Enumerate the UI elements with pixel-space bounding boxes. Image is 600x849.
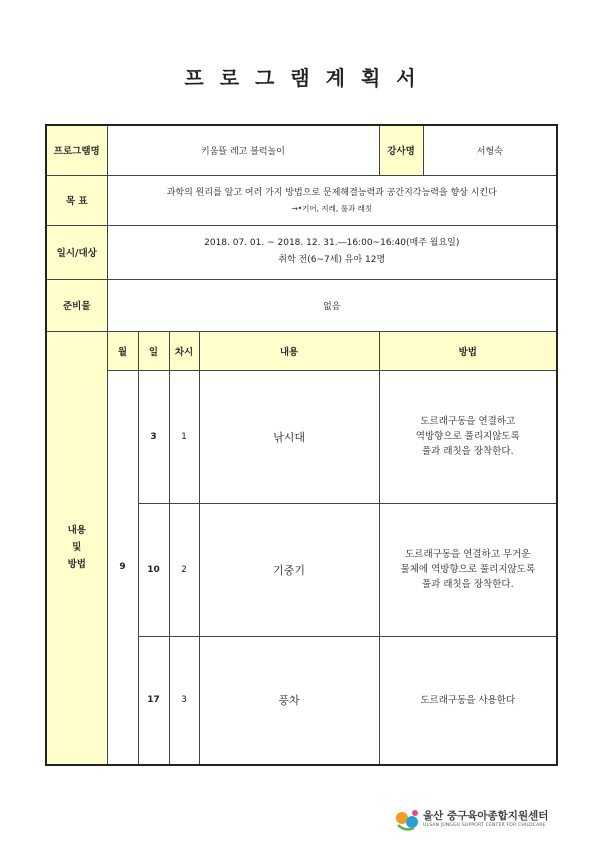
day-cell: 3: [138, 370, 169, 503]
target-line: 취학 전(6~7세) 유아 12명: [278, 255, 386, 265]
section-label-line: 및: [72, 542, 82, 554]
content-method-label: [46, 331, 107, 765]
section-label-line: 내용: [67, 525, 86, 537]
org-name: 울산 중구육아종합지원센터: [423, 810, 549, 822]
method-line: 풀과 래칫을 장착한다.: [421, 579, 514, 590]
method-line: 도르래구동을 사용한다: [420, 694, 516, 706]
org-subtitle: ULSAN JUNGGU SUPPORT CENTER FOR CHILDCARE: [423, 823, 546, 828]
supplies-label: 준비물: [46, 279, 107, 331]
method-header: 방법: [379, 331, 557, 370]
method-line: 도르래구동을 연결하고 무거운: [405, 549, 531, 560]
day-cell: 10: [138, 503, 169, 636]
day-header: 일: [138, 331, 169, 370]
method-line: 도르래구동을 연결하고: [420, 416, 516, 427]
session-header: 차시: [169, 331, 199, 370]
day-cell: 17: [138, 636, 169, 765]
document-title: 프로그램계획서: [184, 66, 432, 90]
date-line: 2018. 07. 01. ~ 2018. 12. 31.―16:00~16:40(매주 월요일): [204, 238, 460, 248]
session-cell: 2: [169, 503, 199, 636]
method-cell: [379, 503, 557, 636]
center-logo-icon: [395, 808, 421, 832]
method-line: 역방향으로 풀리지않도록: [415, 431, 520, 442]
content-cell: 기중기: [199, 503, 379, 636]
goal-value: [107, 175, 557, 225]
method-line: 물체에 역방향으로 풀리지않도록: [400, 564, 536, 575]
method-line: 풀과 래칫을 장착한다.: [421, 446, 514, 457]
method-cell: [379, 370, 557, 503]
content-header: 내용: [199, 331, 379, 370]
month-header: 월: [107, 331, 138, 370]
goal-line: 과학의 원리를 알고 여러 가지 방법으로 문제해결능력과 공간지각능력을 향상 시킨다: [166, 187, 497, 198]
section-label-line: 방법: [67, 559, 86, 571]
supplies-value: 없음: [107, 279, 557, 331]
method-cell: [379, 636, 557, 765]
goal-sub-line: →•기어, 지레, 풀과 래칫: [291, 203, 373, 213]
month-cell: 9: [107, 370, 138, 765]
session-cell: 3: [169, 636, 199, 765]
goal-label: 목 표: [46, 175, 107, 225]
date-target-value: [107, 225, 557, 279]
instructor-value: 서형숙: [423, 125, 557, 175]
plan-table: [45, 124, 558, 766]
program-name-value: 키움뜰 레고 블럭놀이: [107, 125, 379, 175]
content-cell: 낚시대: [199, 370, 379, 503]
instructor-label: 강사명: [379, 125, 423, 175]
session-cell: 1: [169, 370, 199, 503]
program-name-label: 프로그램명: [46, 125, 107, 175]
content-cell: 풍차: [199, 636, 379, 765]
date-target-label: 일시/대상: [46, 225, 107, 279]
footer-logo: [395, 806, 565, 834]
